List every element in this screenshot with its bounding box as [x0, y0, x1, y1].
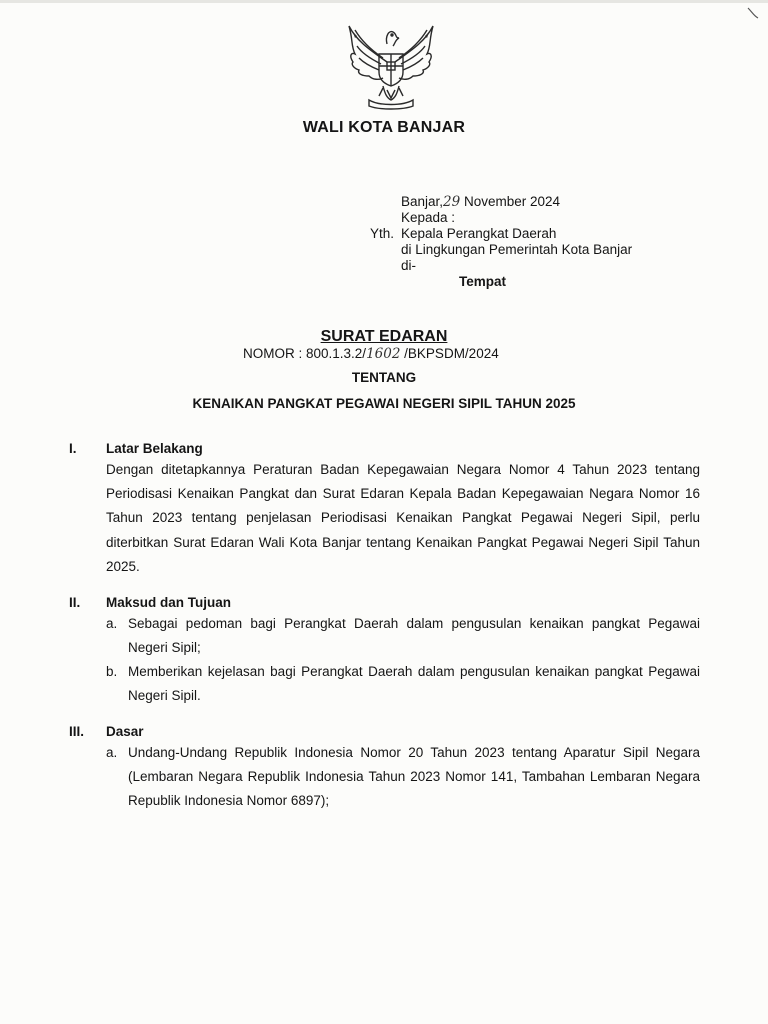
tempat-label: Tempat: [459, 274, 507, 289]
document-title: SURAT EDARAN: [320, 328, 448, 345]
tentang-label: TENTANG: [351, 370, 417, 385]
scan-corner-mark-icon: [746, 6, 760, 20]
recipient-text-1: Kepala Perangkat Daerah: [401, 226, 557, 241]
document-subject: KENAIKAN PANGKAT PEGAWAI NEGERI SIPIL TAHUN 2025: [192, 396, 576, 411]
garuda-emblem-icon: [343, 22, 439, 110]
item-text: Memberikan kejelasan bagi Perangkat Daerah dalam pengusulan kenaikan pangkat Pegawai Negeri Sipil.: [128, 664, 700, 704]
section-number-2: II.: [69, 595, 81, 610]
item-letter: a.: [106, 616, 118, 631]
scan-edge: [0, 0, 768, 3]
document-number: [243, 346, 499, 362]
item-letter: a.: [106, 745, 118, 760]
nomor-prefix: NOMOR : 800.1.3.2/: [243, 346, 367, 361]
di-label: di-: [401, 258, 417, 273]
section-number-3: III.: [69, 724, 85, 739]
date-rest: November 2024: [463, 194, 561, 209]
place-prefix: Banjar,: [401, 194, 444, 209]
recipient-text-2: di Lingkungan Pemerintah Kota Banjar: [401, 242, 633, 257]
nomor-suffix: /BKPSDM/2024: [400, 346, 499, 361]
section-heading-2: Maksud dan Tujuan: [106, 595, 232, 610]
issuer-title: WALI KOTA BANJAR: [302, 119, 466, 136]
handwritten-date-day: 29: [443, 194, 461, 210]
section-number-1: I.: [69, 441, 77, 456]
handwritten-number: 1602: [366, 346, 401, 362]
item-letter: b.: [106, 664, 118, 679]
item-text: Undang-Undang Republik Indonesia Nomor 20 Tahun 2023 tentang Aparatur Sipil Negara (Lembaran Negara Republik Indonesia Tahun 2023 Nomor 141, Tambahan Lembaran Negara Republik Indonesia Nomor 6897);: [128, 745, 700, 809]
section-paragraph-1: Dengan ditetapkannya Peraturan Badan Kepegawaian Negara Nomor 4 Tahun 2023 tentang Periodisasi Kenaikan Pangkat dan Surat Edaran Kepala Badan Kepegawaian Negara Nomor 16 Tahun 2023 tentang penjelasan Periodisasi Kenaikan Pangkat Pegawai Negeri Sipil, perlu diterbitkan Surat Edaran Wali Kota Banjar tentang Kenaikan Pangkat Pegawai Negeri Sipil Tahun 2025.: [106, 462, 700, 574]
section-heading-1: Latar Belakang: [106, 441, 203, 456]
section-heading-3: Dasar: [106, 724, 144, 739]
list-item: [106, 660, 700, 708]
list-item: [106, 612, 700, 660]
yth-label: Yth.: [370, 226, 395, 241]
kepada-label: Kepada :: [401, 210, 456, 225]
list-item: [106, 741, 700, 814]
item-text: Sebagai pedoman bagi Perangkat Daerah dalam pengusulan kenaikan pangkat Pegawai Negeri Sipil;: [128, 616, 700, 656]
